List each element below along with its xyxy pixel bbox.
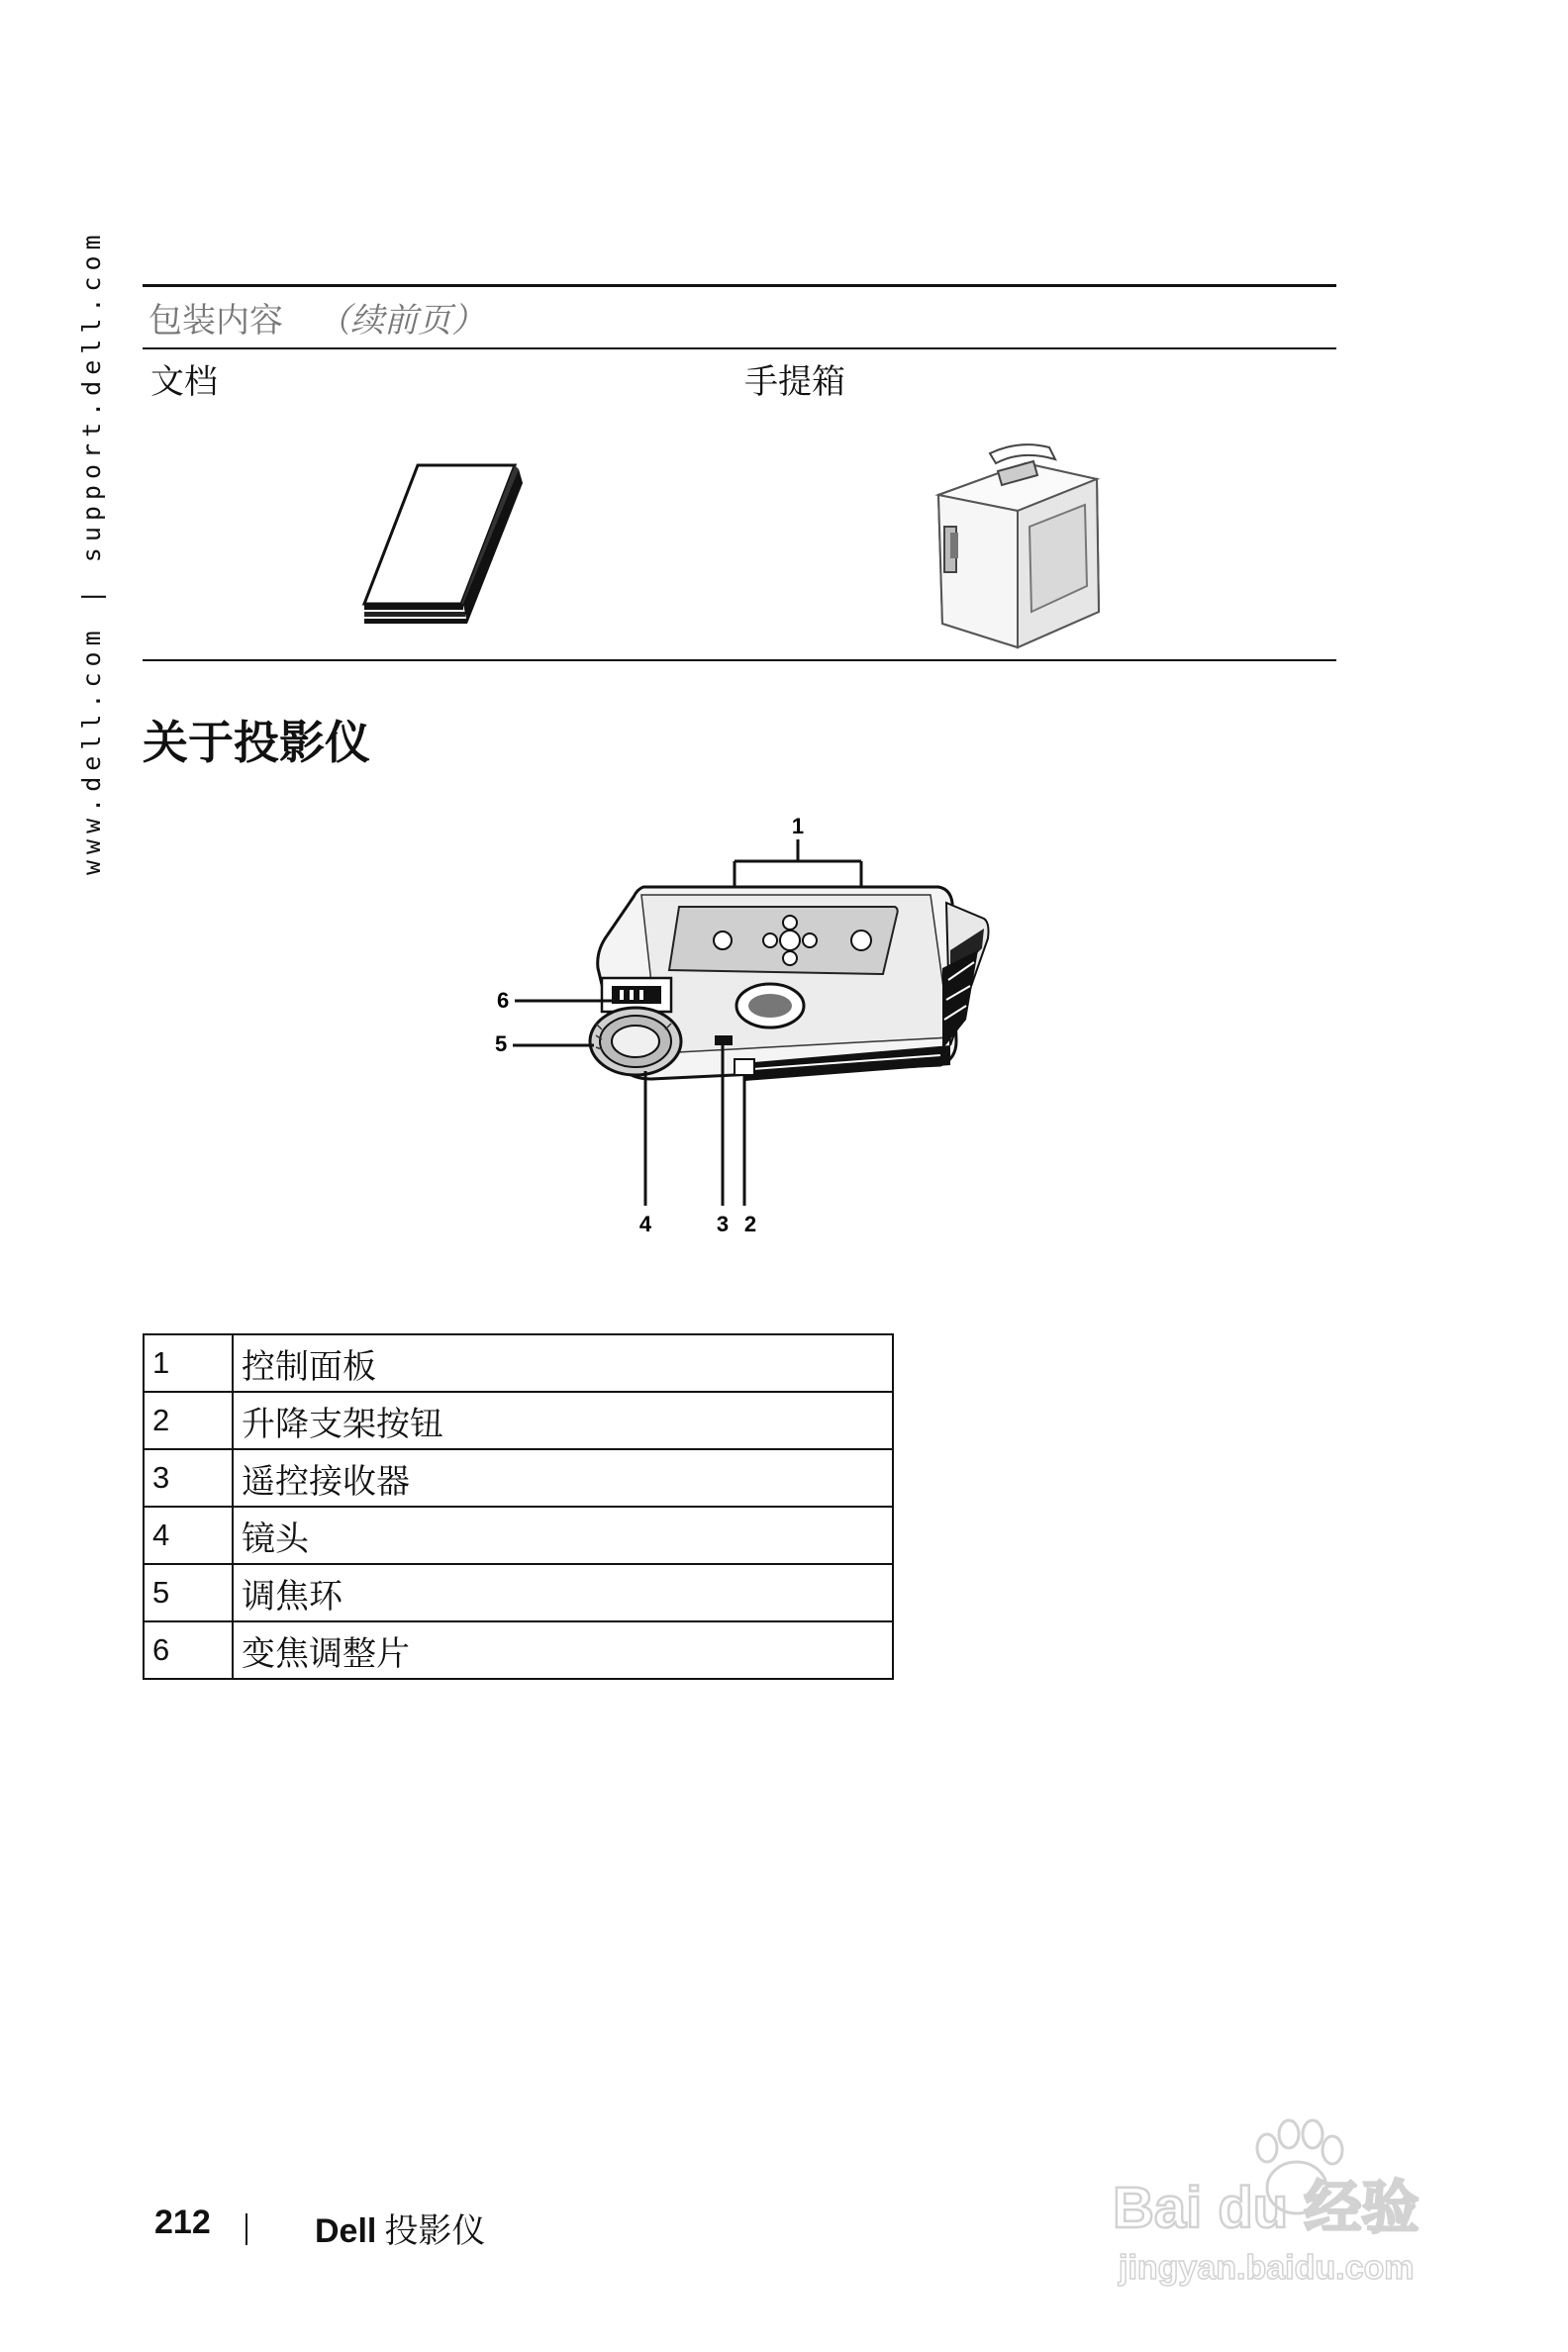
footer-brand: Dell [315,2212,377,2250]
table-row [144,1564,893,1621]
projector-diagram [485,812,1020,1237]
footer-separator [245,2213,247,2245]
section-title: 关于投影仪 [143,716,370,769]
baidu-watermark [1109,2118,1485,2297]
parts-table [143,1333,894,1680]
part-name: 镜头 [233,1507,893,1564]
carrying-case-label: 手提箱 [744,362,845,402]
page-number: 212 [154,2204,211,2241]
part-number: 3 [144,1449,233,1507]
package-contents-title [148,293,485,342]
documentation-label: 文档 [150,362,218,402]
table-row [144,1449,893,1507]
table-row [144,1621,893,1679]
callout-2: 2 [743,1212,757,1236]
package-top-rule [143,284,1336,287]
watermark-url: jingyan.baidu.com [1119,2249,1415,2287]
side-url: www.dell.com | support.dell.com [77,229,106,875]
part-number: 4 [144,1507,233,1564]
footer-title [315,2204,485,2252]
part-number: 6 [144,1621,233,1679]
watermark-brand: Bai du 经验 [1113,2176,1420,2240]
part-name: 调焦环 [233,1564,893,1621]
part-number: 2 [144,1392,233,1449]
part-name: 升降支架按钮 [233,1392,893,1449]
callout-6: 6 [497,988,510,1013]
documentation-booklet-icon [356,457,525,636]
table-row [144,1334,893,1392]
part-number: 5 [144,1564,233,1621]
part-number: 1 [144,1334,233,1392]
part-name: 变焦调整片 [233,1621,893,1679]
callout-5: 5 [495,1031,508,1056]
carrying-case-icon [931,436,1109,653]
package-continued: （续前页） [317,301,485,341]
callout-3: 3 [716,1212,730,1236]
callout-4: 4 [638,1212,652,1236]
callout-1: 1 [791,814,805,838]
table-row [144,1392,893,1449]
package-bottom-rule [143,659,1336,661]
table-row [144,1507,893,1564]
footer-text: 投影仪 [384,2211,486,2251]
package-header-rule [143,347,1336,349]
package-title: 包装内容 [148,301,283,341]
part-name: 遥控接收器 [233,1449,893,1507]
part-name: 控制面板 [233,1334,893,1392]
